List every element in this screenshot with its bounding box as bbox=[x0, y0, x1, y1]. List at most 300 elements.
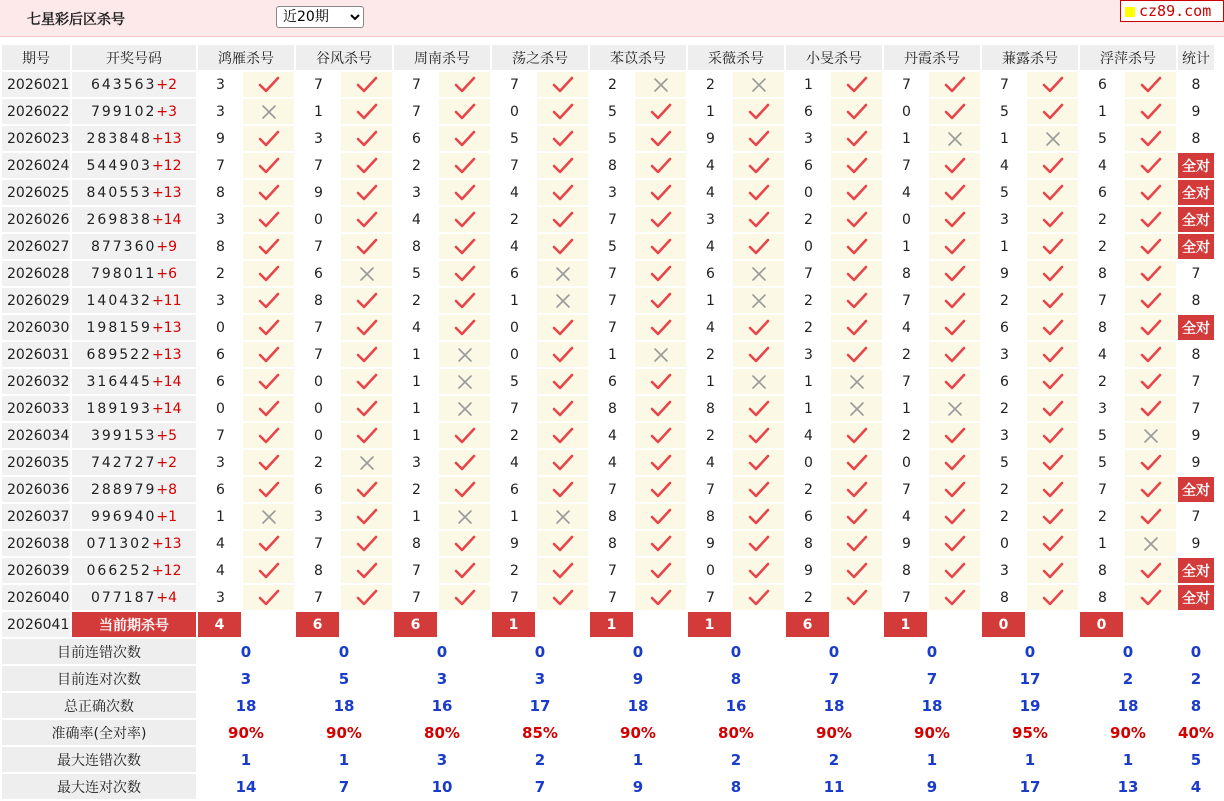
kill-number: 7 bbox=[590, 585, 633, 612]
check-icon bbox=[929, 423, 980, 450]
kill-number: 3 bbox=[688, 207, 731, 234]
check-icon bbox=[1027, 585, 1078, 612]
summary-value: 90% bbox=[198, 720, 294, 747]
current-kill-number: 1 bbox=[492, 612, 535, 639]
check-icon bbox=[439, 180, 490, 207]
summary-value: 1 bbox=[884, 747, 980, 774]
kill-number: 8 bbox=[394, 234, 437, 261]
stat-cell: 7 bbox=[1178, 396, 1214, 423]
check-icon bbox=[733, 180, 784, 207]
draw-main-digits: 689522 bbox=[86, 346, 152, 363]
page-title: 七星彩后区杀号 bbox=[27, 12, 125, 28]
kill-number: 8 bbox=[590, 531, 633, 558]
kill-number: 6 bbox=[198, 342, 241, 369]
check-icon bbox=[243, 342, 294, 369]
check-icon bbox=[635, 504, 686, 531]
check-icon bbox=[537, 342, 588, 369]
kill-number: 4 bbox=[492, 450, 535, 477]
brand-text: cz89.com bbox=[1139, 2, 1212, 20]
check-icon bbox=[929, 99, 980, 126]
kill-number: 6 bbox=[394, 126, 437, 153]
check-icon bbox=[831, 72, 882, 99]
stat-cell: 9 bbox=[1178, 423, 1214, 450]
draw-back-number: +4 bbox=[156, 589, 178, 606]
header-predictor: 蒹露杀号 bbox=[982, 45, 1078, 72]
table-row bbox=[2, 72, 1214, 99]
check-icon bbox=[243, 558, 294, 585]
summary-value: 40% bbox=[1178, 720, 1214, 747]
kill-number: 6 bbox=[786, 153, 829, 180]
header-predictor: 鸿雁杀号 bbox=[198, 45, 294, 72]
kill-number: 5 bbox=[492, 369, 535, 396]
stat-cell: 8 bbox=[1178, 288, 1214, 315]
check-icon bbox=[733, 531, 784, 558]
check-icon bbox=[831, 153, 882, 180]
kill-number: 3 bbox=[198, 288, 241, 315]
period-cell: 2026032 bbox=[2, 369, 70, 396]
kill-number: 7 bbox=[198, 423, 241, 450]
cross-icon bbox=[1125, 531, 1176, 558]
kill-number: 3 bbox=[1080, 396, 1123, 423]
kill-number: 3 bbox=[786, 342, 829, 369]
summary-value: 17 bbox=[982, 774, 1078, 801]
summary-value: 80% bbox=[394, 720, 490, 747]
check-icon bbox=[537, 396, 588, 423]
summary-value: 8 bbox=[688, 666, 784, 693]
check-icon bbox=[929, 450, 980, 477]
all-correct-badge: 全对 bbox=[1178, 315, 1214, 342]
summary-value: 0 bbox=[394, 639, 490, 666]
check-icon bbox=[1027, 396, 1078, 423]
check-icon bbox=[537, 531, 588, 558]
kill-number: 8 bbox=[296, 288, 339, 315]
check-icon bbox=[1125, 450, 1176, 477]
check-icon bbox=[831, 99, 882, 126]
period-cell: 2026022 bbox=[2, 99, 70, 126]
summary-value: 90% bbox=[786, 720, 882, 747]
summary-value: 2 bbox=[1080, 666, 1176, 693]
summary-value: 3 bbox=[394, 747, 490, 774]
check-icon bbox=[341, 126, 392, 153]
period-cell: 2026039 bbox=[2, 558, 70, 585]
check-icon bbox=[537, 72, 588, 99]
kill-number: 4 bbox=[688, 180, 731, 207]
check-icon bbox=[439, 234, 490, 261]
current-period-row bbox=[2, 612, 1214, 639]
cross-icon bbox=[733, 261, 784, 288]
draw-main-digits: 399153 bbox=[90, 427, 157, 444]
kill-number: 2 bbox=[786, 315, 829, 342]
draw-main-digits: 288979 bbox=[90, 481, 157, 498]
check-icon bbox=[1125, 207, 1176, 234]
check-icon bbox=[537, 558, 588, 585]
all-correct-badge: 全对 bbox=[1178, 207, 1214, 234]
kill-number: 1 bbox=[394, 423, 437, 450]
period-cell: 2026021 bbox=[2, 72, 70, 99]
kill-number: 7 bbox=[492, 153, 535, 180]
check-icon bbox=[243, 315, 294, 342]
current-kill-number: 4 bbox=[198, 612, 241, 639]
kill-number: 5 bbox=[394, 261, 437, 288]
period-cell: 2026034 bbox=[2, 423, 70, 450]
check-icon bbox=[243, 72, 294, 99]
kill-number: 0 bbox=[296, 396, 339, 423]
kill-number: 0 bbox=[884, 207, 927, 234]
draw-back-number: +3 bbox=[156, 103, 178, 120]
check-icon bbox=[1125, 558, 1176, 585]
current-kill-number: 6 bbox=[394, 612, 437, 639]
kill-number: 2 bbox=[394, 477, 437, 504]
draw-number-cell bbox=[72, 504, 196, 531]
cross-icon bbox=[1027, 126, 1078, 153]
summary-value: 7 bbox=[884, 666, 980, 693]
check-icon bbox=[243, 450, 294, 477]
check-icon bbox=[1125, 126, 1176, 153]
check-icon bbox=[635, 396, 686, 423]
check-icon bbox=[635, 153, 686, 180]
kill-number: 1 bbox=[982, 234, 1025, 261]
summary-value: 11 bbox=[786, 774, 882, 801]
check-icon bbox=[1027, 315, 1078, 342]
header-stats: 统计 bbox=[1178, 45, 1214, 72]
kill-number: 4 bbox=[492, 234, 535, 261]
kill-number: 2 bbox=[688, 72, 731, 99]
draw-main-digits: 799102 bbox=[90, 103, 157, 120]
check-icon bbox=[439, 558, 490, 585]
check-icon bbox=[439, 126, 490, 153]
cross-icon bbox=[243, 504, 294, 531]
summary-value: 17 bbox=[492, 693, 588, 720]
summary-value: 95% bbox=[982, 720, 1078, 747]
draw-back-number: +14 bbox=[151, 211, 182, 228]
check-icon bbox=[733, 99, 784, 126]
check-icon bbox=[341, 180, 392, 207]
check-icon bbox=[635, 423, 686, 450]
draw-back-number: +13 bbox=[151, 184, 182, 201]
check-icon bbox=[439, 288, 490, 315]
kill-number: 2 bbox=[982, 477, 1025, 504]
cross-icon bbox=[439, 396, 490, 423]
summary-value: 8 bbox=[688, 774, 784, 801]
draw-back-number: +14 bbox=[151, 373, 182, 390]
check-icon bbox=[831, 288, 882, 315]
kill-number: 2 bbox=[982, 396, 1025, 423]
kill-number: 9 bbox=[786, 558, 829, 585]
draw-back-number: +13 bbox=[151, 535, 182, 552]
check-icon bbox=[1027, 261, 1078, 288]
summary-value: 18 bbox=[884, 693, 980, 720]
kill-number: 1 bbox=[296, 99, 339, 126]
summary-value: 2 bbox=[492, 747, 588, 774]
check-icon bbox=[537, 126, 588, 153]
kill-number: 7 bbox=[296, 153, 339, 180]
draw-back-number: +13 bbox=[151, 130, 182, 147]
check-icon bbox=[537, 99, 588, 126]
current-kill-number: 0 bbox=[982, 612, 1025, 639]
kill-number: 1 bbox=[786, 369, 829, 396]
current-kill-blank bbox=[537, 612, 588, 639]
kill-number: 6 bbox=[296, 261, 339, 288]
check-icon bbox=[243, 396, 294, 423]
cross-icon bbox=[243, 99, 294, 126]
kill-number: 3 bbox=[786, 126, 829, 153]
check-icon bbox=[1125, 477, 1176, 504]
check-icon bbox=[733, 558, 784, 585]
all-correct-badge: 全对 bbox=[1178, 477, 1214, 504]
check-icon bbox=[733, 153, 784, 180]
kill-number: 1 bbox=[884, 234, 927, 261]
kill-number: 0 bbox=[786, 180, 829, 207]
kill-number: 2 bbox=[786, 288, 829, 315]
draw-number-cell bbox=[72, 99, 196, 126]
check-icon bbox=[831, 234, 882, 261]
summary-value: 0 bbox=[982, 639, 1078, 666]
check-icon bbox=[341, 315, 392, 342]
kill-number: 7 bbox=[884, 369, 927, 396]
kill-number: 2 bbox=[688, 342, 731, 369]
kill-number: 2 bbox=[590, 72, 633, 99]
summary-value: 5 bbox=[1178, 747, 1214, 774]
draw-main-digits: 071302 bbox=[86, 535, 152, 552]
draw-number-cell bbox=[72, 342, 196, 369]
current-kill-number: 1 bbox=[884, 612, 927, 639]
check-icon bbox=[1027, 288, 1078, 315]
check-icon bbox=[537, 315, 588, 342]
kill-number: 8 bbox=[1080, 261, 1123, 288]
draw-number-cell bbox=[72, 477, 196, 504]
summary-value: 3 bbox=[394, 666, 490, 693]
check-icon bbox=[243, 423, 294, 450]
kill-number: 8 bbox=[786, 531, 829, 558]
draw-back-number: +11 bbox=[151, 292, 182, 309]
kill-number: 6 bbox=[198, 369, 241, 396]
check-icon bbox=[243, 261, 294, 288]
check-icon bbox=[1027, 477, 1078, 504]
check-icon bbox=[929, 72, 980, 99]
check-icon bbox=[243, 531, 294, 558]
period-cell: 2026040 bbox=[2, 585, 70, 612]
kill-number: 8 bbox=[590, 504, 633, 531]
summary-value: 9 bbox=[884, 774, 980, 801]
check-icon bbox=[243, 126, 294, 153]
kill-number: 2 bbox=[884, 423, 927, 450]
check-icon bbox=[929, 477, 980, 504]
stat-cell: 7 bbox=[1178, 369, 1214, 396]
current-kill-blank bbox=[1125, 612, 1176, 639]
kill-number: 1 bbox=[884, 396, 927, 423]
check-icon bbox=[243, 369, 294, 396]
check-icon bbox=[1125, 342, 1176, 369]
kill-number: 3 bbox=[982, 207, 1025, 234]
check-icon bbox=[831, 477, 882, 504]
kill-number: 8 bbox=[590, 396, 633, 423]
check-icon bbox=[929, 234, 980, 261]
check-icon bbox=[341, 504, 392, 531]
check-icon bbox=[537, 180, 588, 207]
check-icon bbox=[439, 531, 490, 558]
stat-cell: 7 bbox=[1178, 261, 1214, 288]
table-row bbox=[2, 207, 1214, 234]
summary-value: 2 bbox=[1178, 666, 1214, 693]
kill-number: 0 bbox=[198, 315, 241, 342]
kill-number: 3 bbox=[394, 450, 437, 477]
check-icon bbox=[439, 477, 490, 504]
period-cell: 2026028 bbox=[2, 261, 70, 288]
kill-number: 0 bbox=[296, 423, 339, 450]
check-icon bbox=[243, 477, 294, 504]
stat-cell: 9 bbox=[1178, 531, 1214, 558]
table-row bbox=[2, 396, 1214, 423]
cross-icon bbox=[831, 369, 882, 396]
draw-back-number: +6 bbox=[156, 265, 178, 282]
draw-main-digits: 996940 bbox=[90, 508, 157, 525]
summary-value: 1 bbox=[296, 747, 392, 774]
check-icon bbox=[1027, 180, 1078, 207]
kill-number: 4 bbox=[982, 153, 1025, 180]
check-icon bbox=[635, 261, 686, 288]
period-cell: 2026025 bbox=[2, 180, 70, 207]
check-icon bbox=[831, 531, 882, 558]
kill-number: 5 bbox=[1080, 423, 1123, 450]
draw-back-number: +14 bbox=[151, 400, 182, 417]
cross-icon bbox=[733, 369, 784, 396]
summary-value: 7 bbox=[786, 666, 882, 693]
check-icon bbox=[635, 288, 686, 315]
summary-value: 0 bbox=[688, 639, 784, 666]
table-row bbox=[2, 234, 1214, 261]
check-icon bbox=[1125, 72, 1176, 99]
kill-number: 6 bbox=[982, 315, 1025, 342]
check-icon bbox=[1125, 315, 1176, 342]
draw-back-number: +12 bbox=[151, 157, 182, 174]
kill-number: 4 bbox=[688, 315, 731, 342]
kill-number: 8 bbox=[1080, 585, 1123, 612]
current-kill-blank bbox=[831, 612, 882, 639]
check-icon bbox=[537, 585, 588, 612]
kill-number: 2 bbox=[786, 585, 829, 612]
kill-number: 3 bbox=[982, 423, 1025, 450]
check-icon bbox=[929, 315, 980, 342]
kill-number: 7 bbox=[492, 585, 535, 612]
kill-number: 9 bbox=[688, 531, 731, 558]
kill-number: 7 bbox=[198, 153, 241, 180]
draw-back-number: +9 bbox=[156, 238, 178, 255]
check-icon bbox=[1125, 99, 1176, 126]
check-icon bbox=[439, 315, 490, 342]
summary-row bbox=[2, 666, 1214, 693]
check-icon bbox=[733, 423, 784, 450]
table-row bbox=[2, 450, 1214, 477]
kill-number: 4 bbox=[688, 450, 731, 477]
check-icon bbox=[733, 234, 784, 261]
summary-row bbox=[2, 747, 1214, 774]
kill-number: 2 bbox=[492, 207, 535, 234]
kill-number: 7 bbox=[1080, 477, 1123, 504]
stat-cell: 9 bbox=[1178, 99, 1214, 126]
kill-number: 0 bbox=[198, 396, 241, 423]
check-icon bbox=[1027, 207, 1078, 234]
kill-number: 0 bbox=[786, 450, 829, 477]
all-correct-badge: 全对 bbox=[1178, 153, 1214, 180]
check-icon bbox=[929, 153, 980, 180]
check-icon bbox=[1125, 369, 1176, 396]
kill-number: 1 bbox=[394, 342, 437, 369]
kill-number: 4 bbox=[590, 423, 633, 450]
check-icon bbox=[1027, 558, 1078, 585]
summary-value: 19 bbox=[982, 693, 1078, 720]
current-kill-blank bbox=[635, 612, 686, 639]
check-icon bbox=[831, 315, 882, 342]
draw-back-number: +1 bbox=[156, 508, 178, 525]
kill-number: 7 bbox=[394, 558, 437, 585]
current-period: 2026041 bbox=[2, 612, 70, 639]
check-icon bbox=[439, 207, 490, 234]
check-icon bbox=[1027, 531, 1078, 558]
check-icon bbox=[929, 288, 980, 315]
summary-label: 最大连错次数 bbox=[2, 747, 196, 774]
check-icon bbox=[733, 477, 784, 504]
draw-main-digits: 066252 bbox=[86, 562, 152, 579]
summary-value: 14 bbox=[198, 774, 294, 801]
draw-number-cell bbox=[72, 72, 196, 99]
kill-number: 7 bbox=[296, 342, 339, 369]
kill-number: 5 bbox=[590, 126, 633, 153]
check-icon bbox=[929, 342, 980, 369]
check-icon bbox=[1125, 504, 1176, 531]
kill-number: 7 bbox=[394, 585, 437, 612]
check-icon bbox=[635, 477, 686, 504]
period-range-select[interactable] bbox=[276, 6, 364, 28]
kill-number: 2 bbox=[982, 288, 1025, 315]
check-icon bbox=[439, 423, 490, 450]
kill-number: 9 bbox=[884, 531, 927, 558]
draw-number-cell bbox=[72, 207, 196, 234]
check-icon bbox=[537, 153, 588, 180]
kill-number: 5 bbox=[982, 450, 1025, 477]
brand-logo[interactable] bbox=[1120, 0, 1224, 22]
cross-icon bbox=[439, 342, 490, 369]
cross-icon bbox=[733, 72, 784, 99]
kill-number: 0 bbox=[296, 369, 339, 396]
check-icon bbox=[537, 477, 588, 504]
draw-main-digits: 140432 bbox=[86, 292, 152, 309]
draw-number-cell bbox=[72, 315, 196, 342]
check-icon bbox=[1027, 450, 1078, 477]
summary-value: 90% bbox=[590, 720, 686, 747]
kill-number: 4 bbox=[394, 315, 437, 342]
kill-number: 5 bbox=[1080, 450, 1123, 477]
cross-icon bbox=[537, 261, 588, 288]
check-icon bbox=[1027, 342, 1078, 369]
draw-main-digits: 742727 bbox=[90, 454, 157, 471]
check-icon bbox=[929, 585, 980, 612]
kill-number: 1 bbox=[786, 72, 829, 99]
table-row bbox=[2, 180, 1214, 207]
kill-number: 2 bbox=[394, 288, 437, 315]
stat-cell: 7 bbox=[1178, 504, 1214, 531]
summary-value: 1 bbox=[982, 747, 1078, 774]
draw-back-number: +8 bbox=[156, 481, 178, 498]
draw-main-digits: 198159 bbox=[86, 319, 152, 336]
kill-number: 2 bbox=[198, 261, 241, 288]
kill-number: 7 bbox=[394, 99, 437, 126]
kill-number: 4 bbox=[492, 180, 535, 207]
summary-value: 0 bbox=[492, 639, 588, 666]
kill-number: 3 bbox=[198, 72, 241, 99]
period-cell: 2026029 bbox=[2, 288, 70, 315]
kill-number: 7 bbox=[590, 315, 633, 342]
check-icon bbox=[635, 234, 686, 261]
